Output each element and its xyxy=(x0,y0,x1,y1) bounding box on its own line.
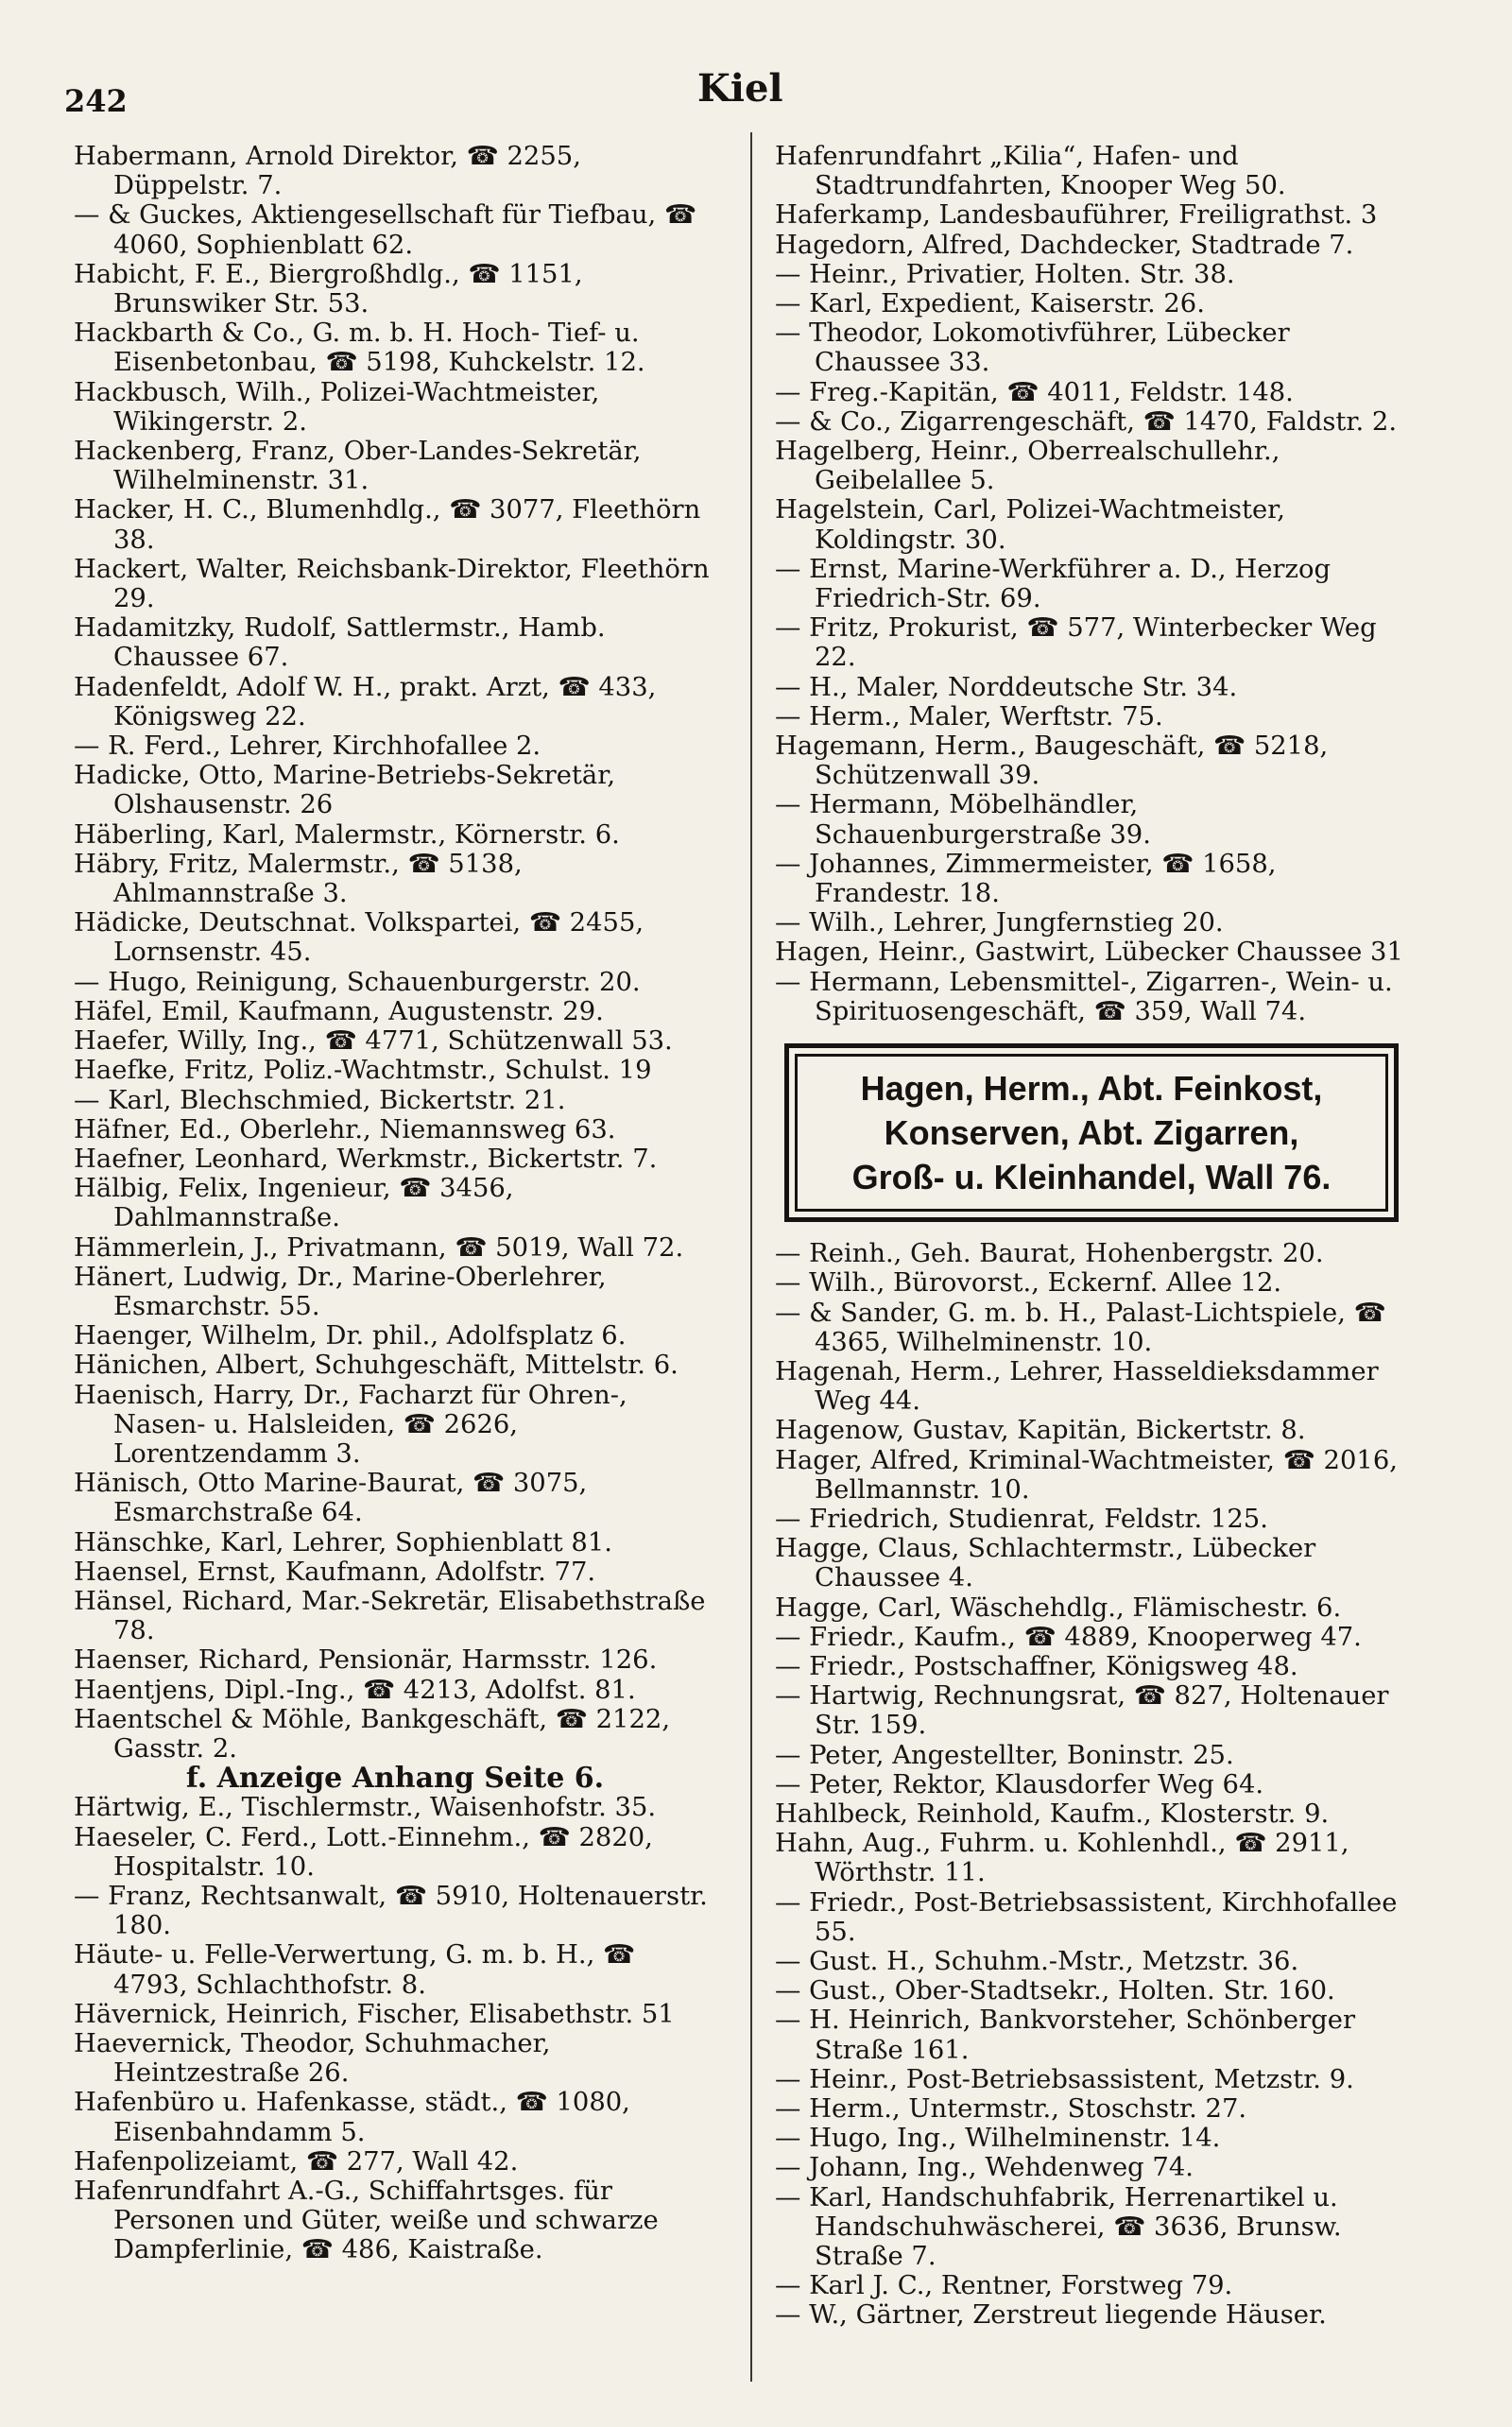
directory-entry: Hädicke, Deutschnat. Volkspartei, ☎ 2455, Lornsenstr. 45. xyxy=(74,908,644,968)
directory-entry: — Hermann, Möbelhändler, Schauenburgerstraße 39. xyxy=(775,790,1151,850)
directory-entry: Habermann, Arnold Direktor, ☎ 2255, Düppelstr. 7. xyxy=(74,142,581,201)
directory-entry: Haensel, Ernst, Kaufmann, Adolfstr. 77. xyxy=(74,1557,596,1587)
directory-entry: Häbry, Fritz, Malermstr., ☎ 5138, Ahlmannstraße 3. xyxy=(74,849,523,909)
directory-entry: Haenger, Wilhelm, Dr. phil., Adolfsplatz 6. xyxy=(74,1321,627,1351)
directory-entry: Hänisch, Otto Marine-Baurat, ☎ 3075, Esmarchstraße 64. xyxy=(74,1469,588,1528)
directory-entry: Häberling, Karl, Malermstr., Körnerstr. 6. xyxy=(74,819,620,850)
directory-entry: — Ernst, Marine-Werkführer a. D., Herzog Friedrich-Str. 69. xyxy=(775,554,1331,614)
directory-entry: — Theodor, Lokomotivführer, Lübecker Chaussee 33. xyxy=(775,318,1290,378)
directory-entry: — Hartwig, Rechnungsrat, ☎ 827, Holtenauer Str. 159. xyxy=(775,1681,1389,1741)
directory-entry: — Franz, Rechtsanwalt, ☎ 5910, Holtenauerstr. 180. xyxy=(74,1881,708,1941)
directory-entry: — Peter, Angestellter, Boninstr. 25. xyxy=(775,1740,1234,1770)
directory-entry: — Friedr., Postschaffner, Königsweg 48. xyxy=(775,1651,1298,1681)
page-title: Kiel xyxy=(697,66,783,111)
directory-entry: — Freg.-Kapitän, ☎ 4011, Feldstr. 148. xyxy=(775,377,1294,407)
ad-line-2: Konserven, Abt. Zigarren, xyxy=(884,1113,1299,1153)
directory-entry: — Wilh., Lehrer, Jungfernstieg 20. xyxy=(775,908,1224,938)
directory-entry: Hagge, Claus, Schlachtermstr., Lübecker Chaussee 4. xyxy=(775,1534,1316,1593)
right-column-bottom xyxy=(775,1239,1418,2331)
directory-entry: Haenisch, Harry, Dr., Facharzt für Ohren-, Nasen- u. Halsleiden, ☎ 2626, Lorentzendamm 3. xyxy=(74,1380,627,1469)
column-divider xyxy=(750,132,752,2382)
directory-entry: — Herm., Maler, Werftstr. 75. xyxy=(775,701,1163,732)
directory-entry: Haefke, Fritz, Poliz.-Wachtmstr., Schulst. 19 xyxy=(74,1056,652,1086)
directory-entry: — Wilh., Bürovorst., Eckernf. Allee 12. xyxy=(775,1268,1282,1299)
directory-entry: Habicht, F. E., Biergroßhdlg., ☎ 1151, Brunswiker Str. 53. xyxy=(74,259,583,319)
right-column xyxy=(775,142,1418,2331)
directory-entry: — H., Maler, Norddeutsche Str. 34. xyxy=(775,672,1238,702)
directory-entry: — H. Heinrich, Bankvorsteher, Schönberger Straße 161. xyxy=(775,2005,1356,2065)
directory-entry: Hagedorn, Alfred, Dachdecker, Stadtrade 7. xyxy=(775,230,1354,260)
directory-entry: Hafenbüro u. Hafenkasse, städt., ☎ 1080, Eisenbahndamm 5. xyxy=(74,2088,630,2147)
directory-entry: Haenser, Richard, Pensionär, Harmsstr. 126. xyxy=(74,1645,658,1676)
directory-entry: — Hugo, Reinigung, Schauenburgerstr. 20. xyxy=(74,967,641,997)
directory-entry: Hackbarth & Co., G. m. b. H. Hoch- Tief- u. Eisenbetonbau, ☎ 5198, Kuhckelstr. 12. xyxy=(74,318,645,378)
page-number: 242 xyxy=(64,83,128,119)
directory-entry: Haentschel & Möhle, Bankgeschäft, ☎ 2122, Gasstr. 2. xyxy=(74,1704,671,1764)
directory-entry: Hagemann, Herm., Baugeschäft, ☎ 5218, Schützenwall 39. xyxy=(775,732,1329,791)
directory-entry: Hälbig, Felix, Ingenieur, ☎ 3456, Dahlmannstraße. xyxy=(74,1174,514,1233)
directory-entry: Hävernick, Heinrich, Fischer, Elisabethstr. 51 xyxy=(74,1999,675,2029)
directory-entry: — Friedr., Kaufm., ☎ 4889, Knooperweg 47. xyxy=(775,1622,1362,1652)
directory-entry: Hagenah, Herm., Lehrer, Hasseldieksdammer Weg 44. xyxy=(775,1356,1379,1417)
directory-entry: — & Guckes, Aktiengesellschaft für Tiefbau, ☎ 4060, Sophienblatt 62. xyxy=(74,200,697,260)
directory-entry: Haefner, Leonhard, Werkmstr., Bickertstr. 7. xyxy=(74,1144,658,1174)
directory-entry: Hänichen, Albert, Schuhgeschäft, Mittelstr. 6. xyxy=(74,1351,679,1381)
left-column xyxy=(74,142,716,2265)
directory-entry: Hahlbeck, Reinhold, Kaufm., Klosterstr. 9. xyxy=(775,1799,1330,1829)
directory-entry: Hämmerlein, J., Privatmann, ☎ 5019, Wall 72. xyxy=(74,1232,684,1263)
directory-entry: — Hugo, Ing., Wilhelminenstr. 14. xyxy=(775,2124,1221,2154)
directory-entry: Hafenrundfahrt „Kilia“, Hafen- und Stadtrundfahrten, Knooper Weg 50. xyxy=(775,142,1286,201)
directory-entry: — R. Ferd., Lehrer, Kirchhofallee 2. xyxy=(74,732,541,762)
directory-entry: f. Anzeige Anhang Seite 6. xyxy=(185,1762,605,1796)
directory-entry: Hänschke, Karl, Lehrer, Sophienblatt 81. xyxy=(74,1527,612,1558)
directory-entry: — Heinr., Post-Betriebsassistent, Metzstr. 9. xyxy=(775,2064,1354,2094)
right-column-top xyxy=(775,142,1418,1026)
directory-entry: Häfel, Emil, Kaufmann, Augustenstr. 29. xyxy=(74,996,604,1026)
directory-entry: — Gust. H., Schuhm.-Mstr., Metzstr. 36. xyxy=(775,1946,1299,1976)
directory-entry: Häute- u. Felle-Verwertung, G. m. b. H., ☎ 4793, Schlachthofstr. 8. xyxy=(74,1940,636,2000)
directory-entry: Häfner, Ed., Oberlehr., Niemannsweg 63. xyxy=(74,1114,616,1145)
advertisement-inner xyxy=(795,1054,1388,1212)
directory-entry: — Karl, Expedient, Kaiserstr. 26. xyxy=(775,289,1205,319)
directory-entry: Hahn, Aug., Fuhrm. u. Kohlenhdl., ☎ 2911, Wörthstr. 11. xyxy=(775,1829,1349,1888)
directory-entry: — Karl J. C., Rentner, Forstweg 79. xyxy=(775,2271,1233,2301)
directory-entry: — Herm., Untermstr., Stoschstr. 27. xyxy=(775,2093,1247,2124)
directory-entry: — Karl, Blechschmied, Bickertstr. 21. xyxy=(74,1085,566,1115)
directory-entry: — & Co., Zigarrengeschäft, ☎ 1470, Faldstr. 2. xyxy=(775,406,1398,437)
directory-entry: — Karl, Handschuhfabrik, Herrenartikel u. Handschuhwäscherei, ☎ 3636, Brunsw. Straße 7. xyxy=(775,2182,1342,2271)
directory-entry: Hager, Alfred, Kriminal-Wachtmeister, ☎ 2016, Bellmannstr. 10. xyxy=(775,1445,1398,1505)
directory-entry: Hagenow, Gustav, Kapitän, Bickertstr. 8. xyxy=(775,1416,1306,1446)
ad-line-3: Groß- u. Kleinhandel, Wall 76. xyxy=(851,1158,1332,1197)
directory-entry: — Peter, Rektor, Klausdorfer Weg 64. xyxy=(775,1769,1264,1799)
directory-entry: Hagen, Heinr., Gastwirt, Lübecker Chaussee 31 xyxy=(775,938,1403,968)
directory-entry: Haefer, Willy, Ing., ☎ 4771, Schützenwall 53. xyxy=(74,1026,673,1057)
directory-entry: Hackbusch, Wilh., Polizei-Wachtmeister, Wikingerstr. 2. xyxy=(74,377,600,437)
directory-entry: — Fritz, Prokurist, ☎ 577, Winterbecker Weg 22. xyxy=(775,613,1377,673)
directory-entry: — Heinr., Privatier, Holten. Str. 38. xyxy=(775,259,1235,289)
directory-entry: Hafenpolizeiamt, ☎ 277, Wall 42. xyxy=(74,2146,519,2177)
directory-entry: Hagelstein, Carl, Polizei-Wachtmeister, Koldingstr. 30. xyxy=(775,495,1285,555)
directory-entry: Hagelberg, Heinr., Oberrealschullehr., Geibelallee 5. xyxy=(775,437,1280,496)
ad-line-1: Hagen, Herm., Abt. Feinkost, xyxy=(860,1069,1323,1109)
directory-entry: — Reinh., Geh. Baurat, Hohenbergstr. 20. xyxy=(775,1239,1324,1269)
directory-entry: Hänert, Ludwig, Dr., Marine-Oberlehrer, Esmarchstr. 55. xyxy=(74,1262,607,1321)
directory-entry: Härtwig, E., Tischlermstr., Waisenhofstr. 35. xyxy=(74,1793,657,1823)
directory-entry: Hagge, Carl, Wäschehdlg., Flämischestr. 6. xyxy=(775,1592,1342,1623)
directory-entry: Hacker, H. C., Blumenhdlg., ☎ 3077, Fleethörn 38. xyxy=(74,495,701,555)
directory-entry: Haevernick, Theodor, Schuhmacher, Heintzestraße 26. xyxy=(74,2029,551,2089)
advertisement-box xyxy=(784,1043,1399,1222)
directory-entry: Hadamitzky, Rudolf, Sattlermstr., Hamb. Chaussee 67. xyxy=(74,613,606,673)
directory-entry: Hänsel, Richard, Mar.-Sekretär, Elisabethstraße 78. xyxy=(74,1586,706,1646)
directory-entry: Hadicke, Otto, Marine-Betriebs-Sekretär, Olshausenstr. 26 xyxy=(74,761,616,820)
directory-entry: — Johann, Ing., Wehdenweg 74. xyxy=(775,2153,1194,2183)
directory-entry: — Johannes, Zimmermeister, ☎ 1658, Frandestr. 18. xyxy=(775,849,1277,909)
directory-entry: — Friedr., Post-Betriebsassistent, Kirchhofallee 55. xyxy=(775,1887,1398,1947)
directory-entry: Hackenberg, Franz, Ober-Landes-Sekretär, Wilhelminenstr. 31. xyxy=(74,437,642,496)
directory-entry: Hackert, Walter, Reichsbank-Direktor, Fleethörn 29. xyxy=(74,554,710,614)
directory-entry: — Friedrich, Studienrat, Feldstr. 125. xyxy=(775,1504,1268,1534)
directory-entry: — Hermann, Lebensmittel-, Zigarren-, Wein- u. Spirituosengeschäft, ☎ 359, Wall 74. xyxy=(775,967,1393,1026)
directory-entry: Hafenrundfahrt A.-G., Schiffahrtsges. für Personen und Güter, weiße und schwarze Dampferlinie, ☎ 486, Kaistraße. xyxy=(74,2177,659,2265)
directory-entry: — & Sander, G. m. b. H., Palast-Lichtspiele, ☎ 4365, Wilhelminenstr. 10. xyxy=(775,1298,1386,1357)
directory-entry: Hadenfeldt, Adolf W. H., prakt. Arzt, ☎ 433, Königsweg 22. xyxy=(74,672,657,732)
directory-entry: Haferkamp, Landesbauführer, Freiligrathst. 3 xyxy=(775,200,1378,231)
directory-entry: — Gust., Ober-Stadtsekr., Holten. Str. 160. xyxy=(775,1976,1335,2006)
directory-entry: Haeseler, C. Ferd., Lott.-Einnehm., ☎ 2820, Hospitalstr. 10. xyxy=(74,1822,653,1882)
directory-entry: Haentjens, Dipl.-Ing., ☎ 4213, Adolfst. 81. xyxy=(74,1675,636,1705)
directory-entry: — W., Gärtner, Zerstreut liegende Häuser. xyxy=(775,2300,1327,2331)
